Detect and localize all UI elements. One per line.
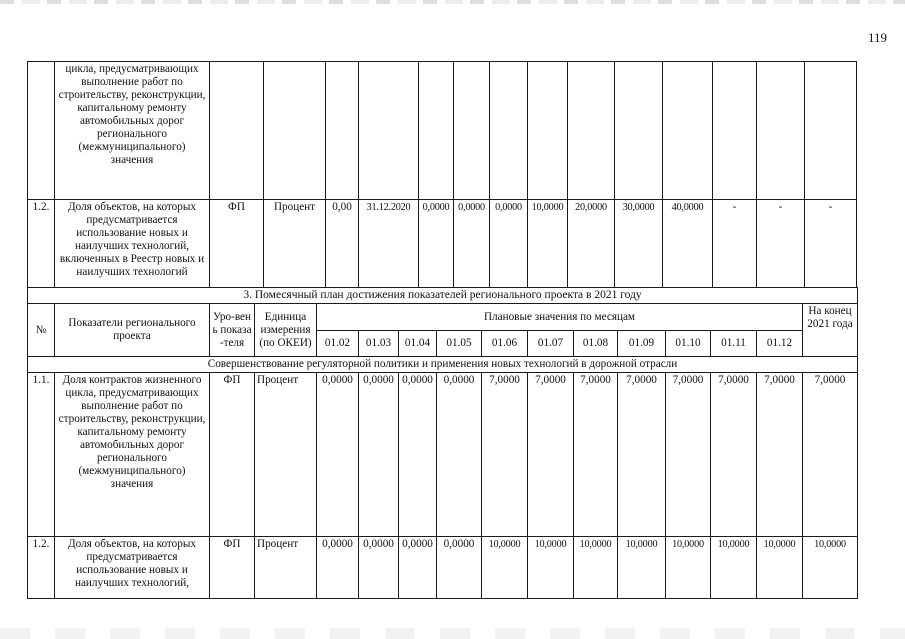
value-cell xyxy=(757,62,805,200)
month-value: 0,0000 xyxy=(359,373,399,537)
indicator-unit: Процент xyxy=(255,537,317,599)
header-row xyxy=(28,304,858,331)
month-value: 0,0000 xyxy=(317,537,359,599)
month-value: 7,0000 xyxy=(482,373,528,537)
month-value: 0,0000 xyxy=(437,537,482,599)
value-cell: 0,0000 xyxy=(454,200,490,288)
header-number: № xyxy=(28,304,55,357)
month-header: 01.03 xyxy=(359,331,399,357)
year-end-value: 7,0000 xyxy=(803,373,858,537)
header-year-end: На конец 2021 года xyxy=(803,304,858,357)
monthly-plan-table xyxy=(27,287,858,599)
indicator-name: Доля объектов, на которых предусматривается использование новых и наилучших технологий, xyxy=(55,537,210,599)
month-header: 01.10 xyxy=(666,331,711,357)
value-cell xyxy=(528,62,568,200)
value-cell: 40,0000 xyxy=(663,200,713,288)
row-number xyxy=(28,62,55,200)
month-header: 01.04 xyxy=(399,331,437,357)
indicator-unit: Процент xyxy=(264,200,326,288)
value-cell: - xyxy=(805,200,857,288)
value-cell xyxy=(713,62,757,200)
month-header: 01.02 xyxy=(317,331,359,357)
value-cell: - xyxy=(713,200,757,288)
month-value: 7,0000 xyxy=(666,373,711,537)
row-number: 1.1. xyxy=(28,373,55,537)
month-value: 10,0000 xyxy=(757,537,803,599)
month-value: 0,0000 xyxy=(317,373,359,537)
month-header: 01.05 xyxy=(437,331,482,357)
month-value: 7,0000 xyxy=(618,373,666,537)
scan-artifact-bottom xyxy=(0,628,905,639)
indicator-unit: Процент xyxy=(255,373,317,537)
value-cell: 0,0000 xyxy=(419,200,454,288)
value-cell: 10,0000 xyxy=(528,200,568,288)
row-number: 1.2. xyxy=(28,200,55,288)
month-value: 10,0000 xyxy=(711,537,757,599)
indicator-level: ФП xyxy=(210,200,264,288)
header-unit: Единица измерения (по ОКЕИ) xyxy=(255,304,317,357)
table-row xyxy=(28,373,858,537)
table-row xyxy=(28,62,857,200)
table-row xyxy=(28,537,858,599)
value-cell xyxy=(490,62,528,200)
value-cell xyxy=(568,62,615,200)
scan-artifact-top xyxy=(0,0,905,4)
indicators-table-continuation xyxy=(27,61,857,288)
indicator-name: цикла, предусматривающих выполнение работ по строительству, реконструкции, капитальному ремонту автомобильных дорог регионального (межмуниципального) значения xyxy=(55,62,210,200)
indicator-level: ФП xyxy=(210,373,255,537)
month-header: 01.06 xyxy=(482,331,528,357)
value-cell: - xyxy=(757,200,805,288)
row-number: 1.2. xyxy=(28,537,55,599)
month-value: 0,0000 xyxy=(399,373,437,537)
base-date xyxy=(359,62,419,200)
value-cell xyxy=(615,62,663,200)
indicator-name: Доля объектов, на которых предусматривается использование новых и наилучших технологий, включенных в Реестр новых и наилучших технологий xyxy=(55,200,210,288)
month-value: 10,0000 xyxy=(574,537,618,599)
group-title-row xyxy=(28,357,858,373)
month-value: 0,0000 xyxy=(399,537,437,599)
value-cell xyxy=(663,62,713,200)
header-indicator-name: Показатели регионального проекта xyxy=(55,304,210,357)
indicator-unit xyxy=(264,62,326,200)
value-cell xyxy=(454,62,490,200)
value-cell: 30,0000 xyxy=(615,200,663,288)
month-value: 10,0000 xyxy=(618,537,666,599)
month-value: 10,0000 xyxy=(528,537,574,599)
month-value: 10,0000 xyxy=(482,537,528,599)
base-value: 0,00 xyxy=(326,200,359,288)
value-cell xyxy=(419,62,454,200)
month-value: 7,0000 xyxy=(757,373,803,537)
section-title: 3. Помесячный план достижения показателей регионального проекта в 2021 году xyxy=(28,288,858,304)
page-number: 119 xyxy=(868,30,888,45)
year-end-value: 10,0000 xyxy=(803,537,858,599)
group-title: Совершенствование регуляторной политики и применения новых технологий в дорожной отрасли xyxy=(28,357,858,373)
month-header: 01.07 xyxy=(528,331,574,357)
month-value: 7,0000 xyxy=(528,373,574,537)
month-value: 7,0000 xyxy=(574,373,618,537)
month-header: 01.11 xyxy=(711,331,757,357)
month-value: 10,0000 xyxy=(666,537,711,599)
month-header: 01.08 xyxy=(574,331,618,357)
value-cell: 20,0000 xyxy=(568,200,615,288)
month-value: 0,0000 xyxy=(359,537,399,599)
month-header: 01.09 xyxy=(618,331,666,357)
month-value: 0,0000 xyxy=(437,373,482,537)
base-date: 31.12.2020 xyxy=(359,200,419,288)
month-header: 01.12 xyxy=(757,331,803,357)
indicator-level xyxy=(210,62,264,200)
indicator-name: Доля контрактов жизненного цикла, предусматривающих выполнение работ по строительству, реконструкции, капитальному ремонту автомобильных дорог регионального (межмуниципального) значения xyxy=(55,373,210,537)
value-cell: 0,0000 xyxy=(490,200,528,288)
header-planned-values: Плановые значения по месяцам xyxy=(317,304,803,331)
header-level: Уро-вень показа-теля xyxy=(210,304,255,357)
indicator-level: ФП xyxy=(210,537,255,599)
month-value: 7,0000 xyxy=(711,373,757,537)
base-value xyxy=(326,62,359,200)
value-cell xyxy=(805,62,857,200)
table-row xyxy=(28,200,857,288)
section-title-row xyxy=(28,288,858,304)
